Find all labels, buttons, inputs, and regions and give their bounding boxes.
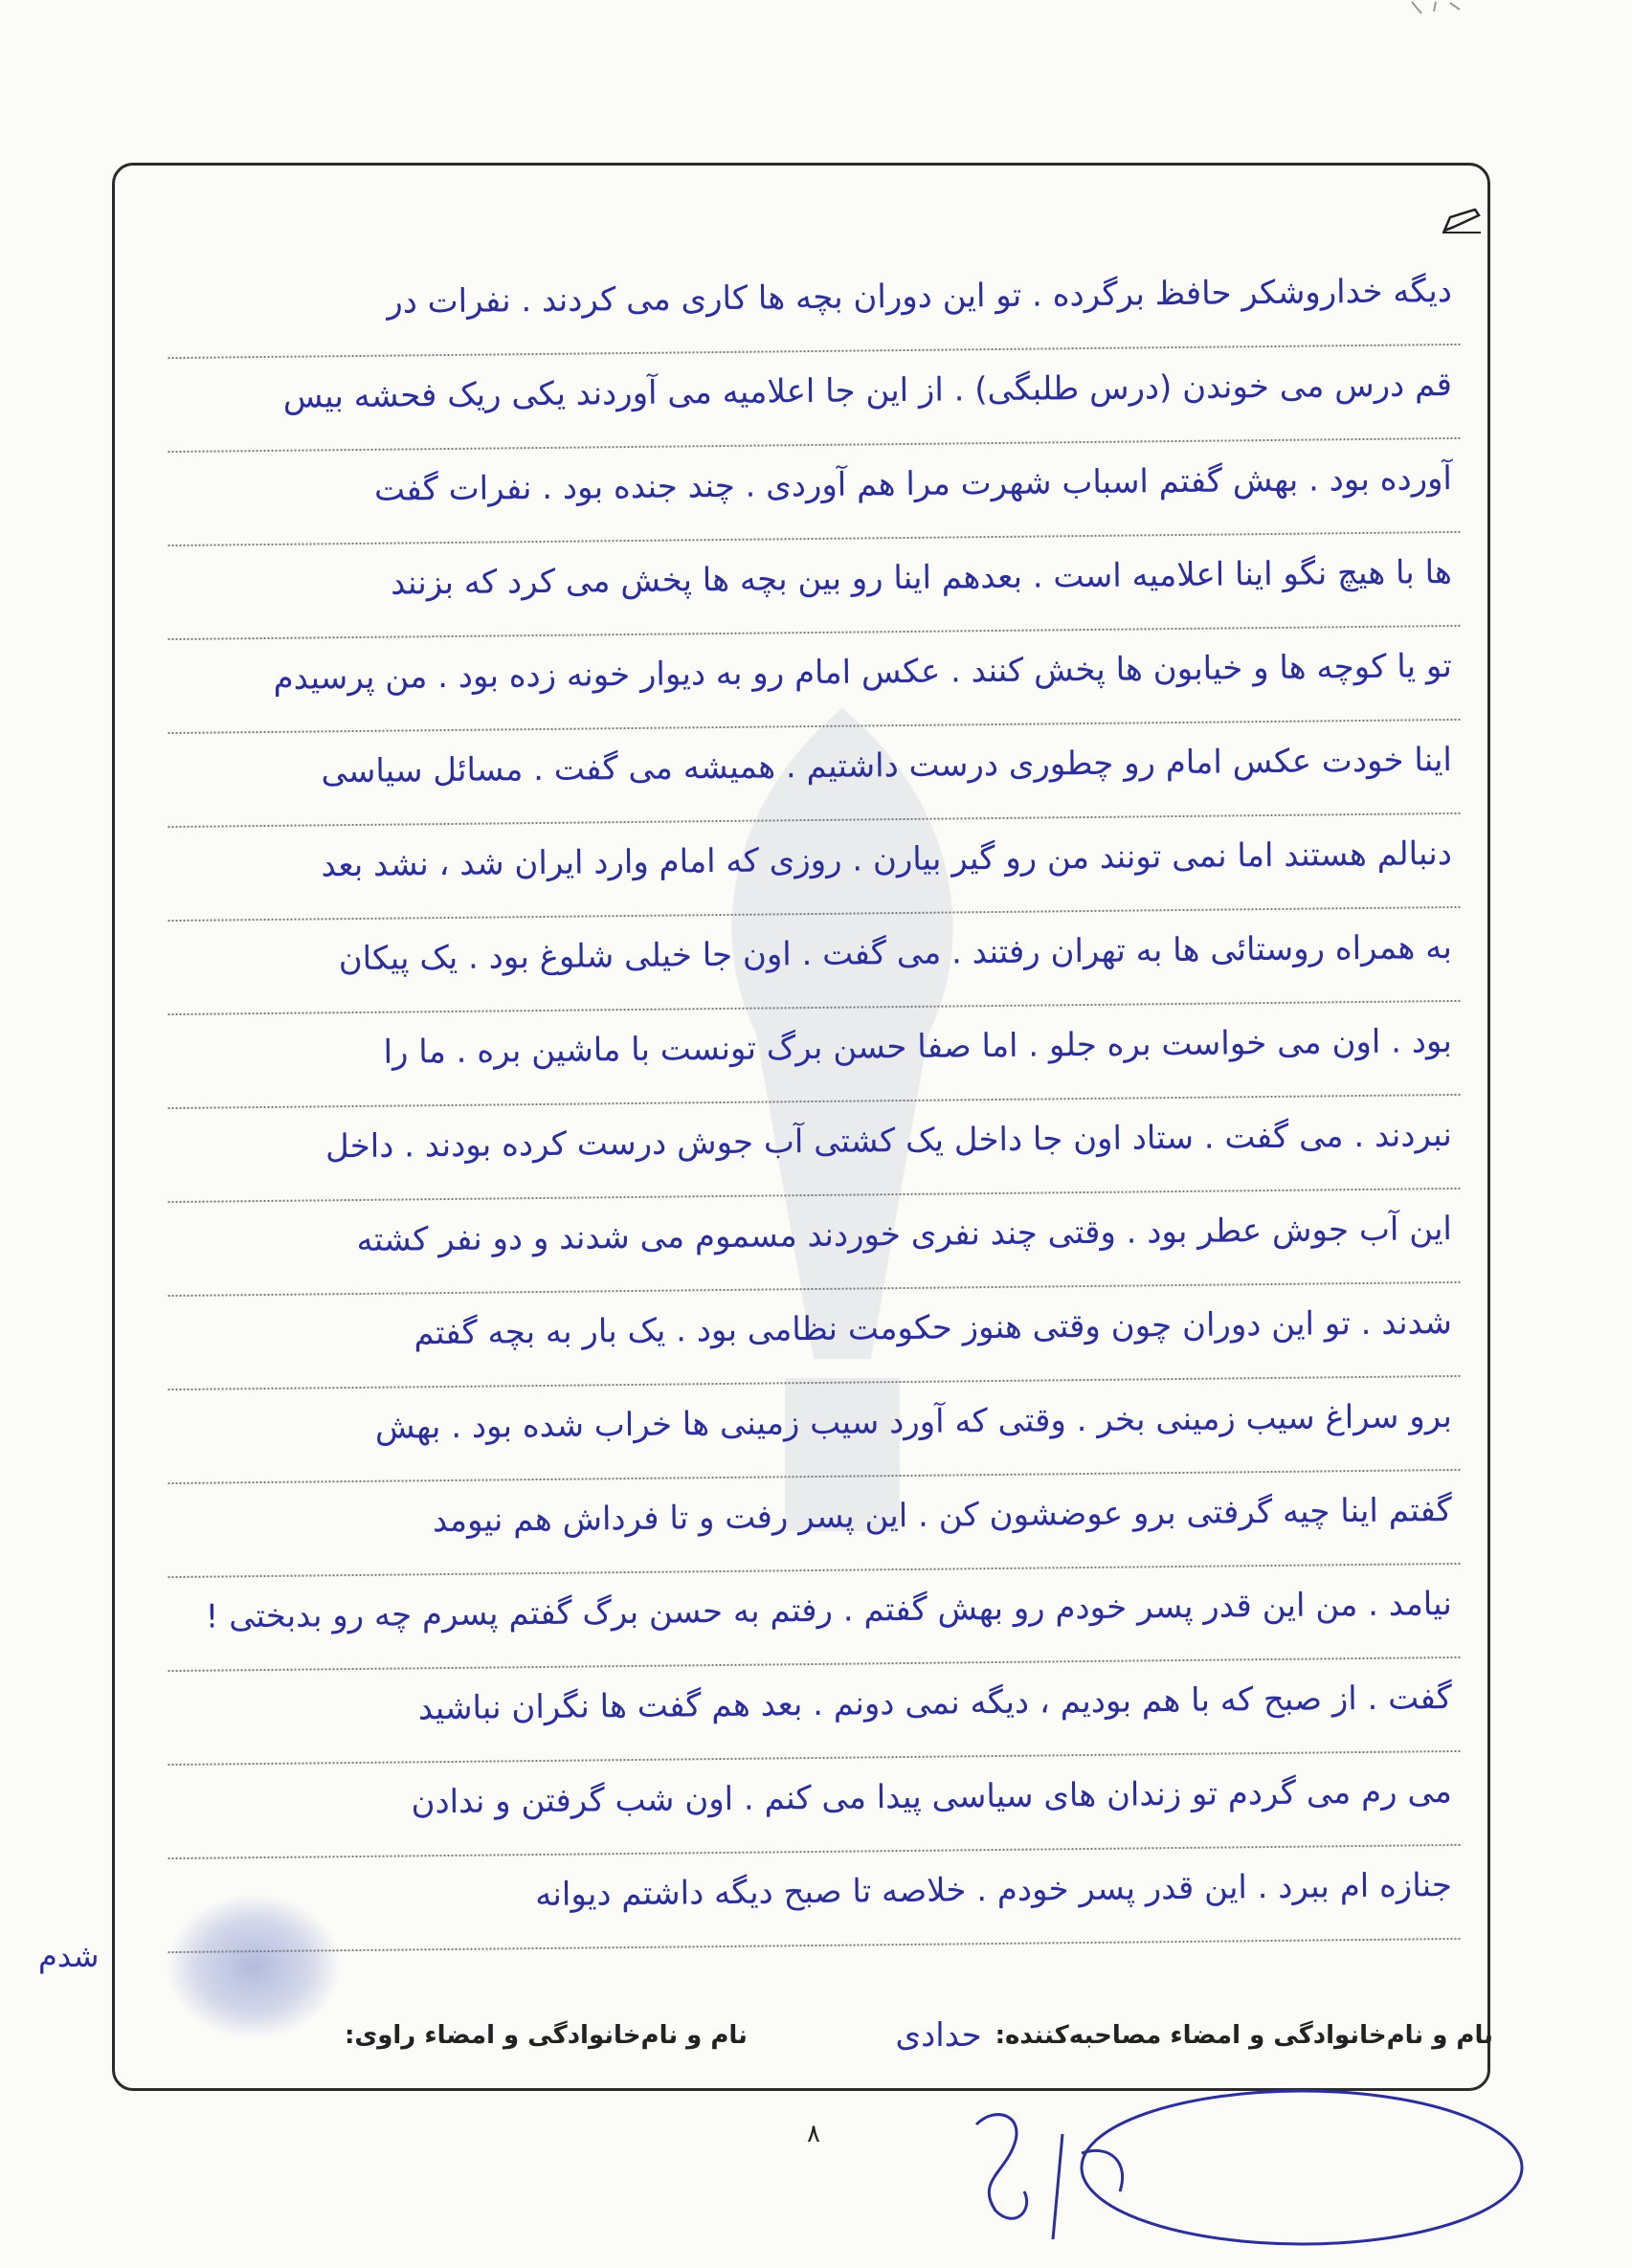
interviewer-signature: [883, 2016, 1493, 2055]
signature-row: [345, 2012, 1493, 2059]
page-number: ۸: [807, 2120, 820, 2148]
line-text: این آب جوش عطر بود . وقتی چند نفری خوردند مسموم می شدند و دو نفر کشته: [356, 1210, 1453, 1259]
transcript-line: [168, 1283, 1461, 1390]
line-text: دیگه خداروشکر حافظ برگرده . تو این دوران بچه ها کاری می کردند . نفرات در: [387, 272, 1453, 322]
line-text: برو سراغ سیب زمینی بخر . وقتی که آورد سیب زمینی ها خراب شده بود . بهش: [374, 1397, 1453, 1447]
line-text: شدند . تو این دوران چون وقتی هنوز حکومت نظامی بود . یک بار به بچه گفتم: [414, 1303, 1453, 1353]
line-text: ها با هیچ نگو اینا اعلامیه است . بعدهم اینا رو بین بچه ها پخش می کرد که بزنند: [390, 553, 1453, 603]
transcript-line: [168, 814, 1461, 922]
line-text: نبردند . می گفت . ستاد اون جا داخل یک کشتی آب جوش درست کرده بودند . داخل: [324, 1116, 1453, 1167]
line-text: تو یا کوچه ها و خیابون ها پخش کنند . عکس امام رو به دیوار خونه زده بود . من پرسیدم: [273, 647, 1453, 698]
transcript-line: [168, 908, 1461, 1015]
line-text: بود . اون می خواست بره جلو . اما صفا حسن برگ تونست با ماشین بره . ما را: [383, 1022, 1453, 1072]
line-text: قم درس می خوندن (درس طلبگی) . از این جا اعلامیه می آوردند یکی ریک فحشه بیس: [282, 366, 1453, 416]
transcript-line: [168, 252, 1461, 359]
line-text: نیامد . من این قدر پسر خودم رو بهش گفتم . رفتم به حسن برگ گفتم پسرم چه رو بدبختی !: [205, 1585, 1453, 1636]
line-text: گفت . از صبح که با هم بودیم ، دیگه نمی دونم . بعد هم گفت ها نگران نباشید: [417, 1679, 1453, 1728]
narrator-signature: [345, 2021, 748, 2050]
interviewer-name: حدادی: [895, 2016, 982, 2055]
interviewer-label: نام و نام‌خانوادگی و امضاء مصاحبه‌کننده:: [995, 2021, 1493, 2050]
line-text: می رم می گردم تو زندان های سیاسی پیدا می کنم . اون شب گرفتن و ندادن: [411, 1772, 1453, 1822]
transcript-line: [168, 1377, 1461, 1484]
transcript-line: [168, 1565, 1461, 1672]
margin-note: شدم: [38, 1938, 100, 1974]
transcript-line: [168, 1471, 1461, 1578]
transcript-line: [168, 1846, 1461, 1953]
transcript-line: [168, 533, 1461, 640]
transcript-line: [168, 1190, 1461, 1297]
handwritten-lines: [168, 258, 1460, 1946]
transcript-line: [168, 721, 1461, 828]
transcript-line: [168, 439, 1461, 546]
line-text: به همراه روستائی ها به تهران رفتند . می گفت . اون جا خیلی شلوغ بود . یک پیکان: [338, 928, 1453, 979]
pencil-icon: [1441, 206, 1483, 234]
line-text: اینا خودت عکس امام رو چطوری درست داشتیم . همیشه می گفت . مسائل سیاسی: [321, 741, 1453, 791]
transcript-line: [168, 627, 1461, 734]
line-text: گفتم اینا چیه گرفتی برو عوضشون کن . این پسر رفت و تا فرداش هم نیومد: [432, 1491, 1453, 1541]
transcript-line: [168, 1752, 1461, 1859]
line-text: دنبالم هستند اما نمی تونند من رو گیر بیارن . روزی که امام وارد ایران شد ، نشد بعد: [321, 834, 1453, 885]
transcript-line: [168, 1096, 1461, 1203]
narrator-signature-scribble: [919, 2067, 1531, 2258]
line-text: آورده بود . بهش گفتم اسباب شهرت مرا هم آوردی . چند جنده بود . نفرات گفت: [373, 459, 1453, 509]
transcript-line: [168, 1658, 1461, 1766]
narrator-label: نام و نام‌خانوادگی و امضاء راوی:: [345, 2021, 748, 2050]
line-text: جنازه ام ببرد . این قدر پسر خودم . خلاصه تا صبح دیگه داشتم دیوانه: [534, 1866, 1453, 1915]
transcript-line: [168, 1002, 1461, 1109]
scan-mark: [1407, 0, 1464, 19]
transcript-line: [168, 345, 1461, 453]
